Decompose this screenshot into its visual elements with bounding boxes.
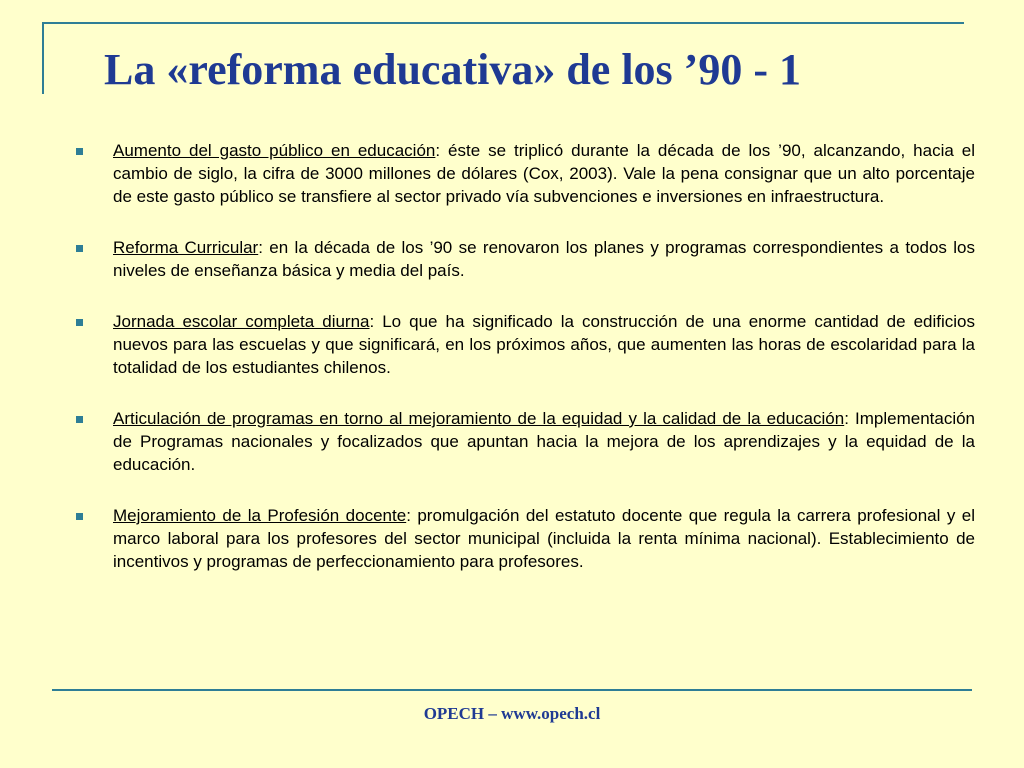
bullet-item-jornada-escolar [70,310,975,379]
bullet-text: : Lo que ha significado la construcción de una enorme cantidad de edificios nuevos para las escuelas y que significará, en los próximos años, que aumenten las horas de escolaridad para la totalidad de los estudiantes chilenos. [113,312,975,377]
footer-divider [52,689,972,691]
bullet-term: Aumento del gasto público en educación [113,141,436,160]
square-bullet-icon [76,148,83,155]
bullet-list [70,139,975,601]
square-bullet-icon [76,513,83,520]
square-bullet-icon [76,319,83,326]
bullet-term: Articulación de programas en torno al mejoramiento de la equidad y la calidad de la educación [113,409,845,428]
square-bullet-icon [76,245,83,252]
slide-title: La «reforma educativa» de los ’90 - 1 [104,45,801,94]
footer-text: OPECH – www.opech.cl [423,704,601,723]
bullet-text: : promulgación del estatuto docente que regula la carrera profesional y el marco laboral para los profesores del sector municipal (incluida la renta mínima nacional). Establecimiento de incentivos y programas de perfeccionamiento para profesores. [113,506,975,571]
bullet-term: Reforma Curricular [113,238,259,257]
frame-top-line [42,22,964,24]
frame-left-line [42,22,44,94]
bullet-text: : Implementación de Programas nacionales y focalizados que apuntan hacia la mejora de los aprendizajes y la equidad de la educación. [113,409,976,474]
bullet-term: Mejoramiento de la Profesión docente [113,506,407,525]
bullet-item-reforma-curricular [70,236,975,282]
bullet-item-profesion-docente [70,504,975,573]
bullet-item-articulacion-programas [70,407,975,476]
bullet-term: Jornada escolar completa diurna [113,312,370,331]
bullet-item-gasto-publico [70,139,975,208]
square-bullet-icon [76,416,83,423]
bullet-text: : en la década de los ’90 se renovaron los planes y programas correspondientes a todos los niveles de enseñanza básica y media del país. [113,238,975,280]
bullet-text: : éste se triplicó durante la década de los ’90, alcanzando, hacia el cambio de siglo, la cifra de 3000 millones de dólares (Cox, 2003). Vale la pena consignar que un alto porcentaje de este gasto público se transfiere al sector privado vía subvenciones e inversiones en infraestructura. [113,141,975,206]
